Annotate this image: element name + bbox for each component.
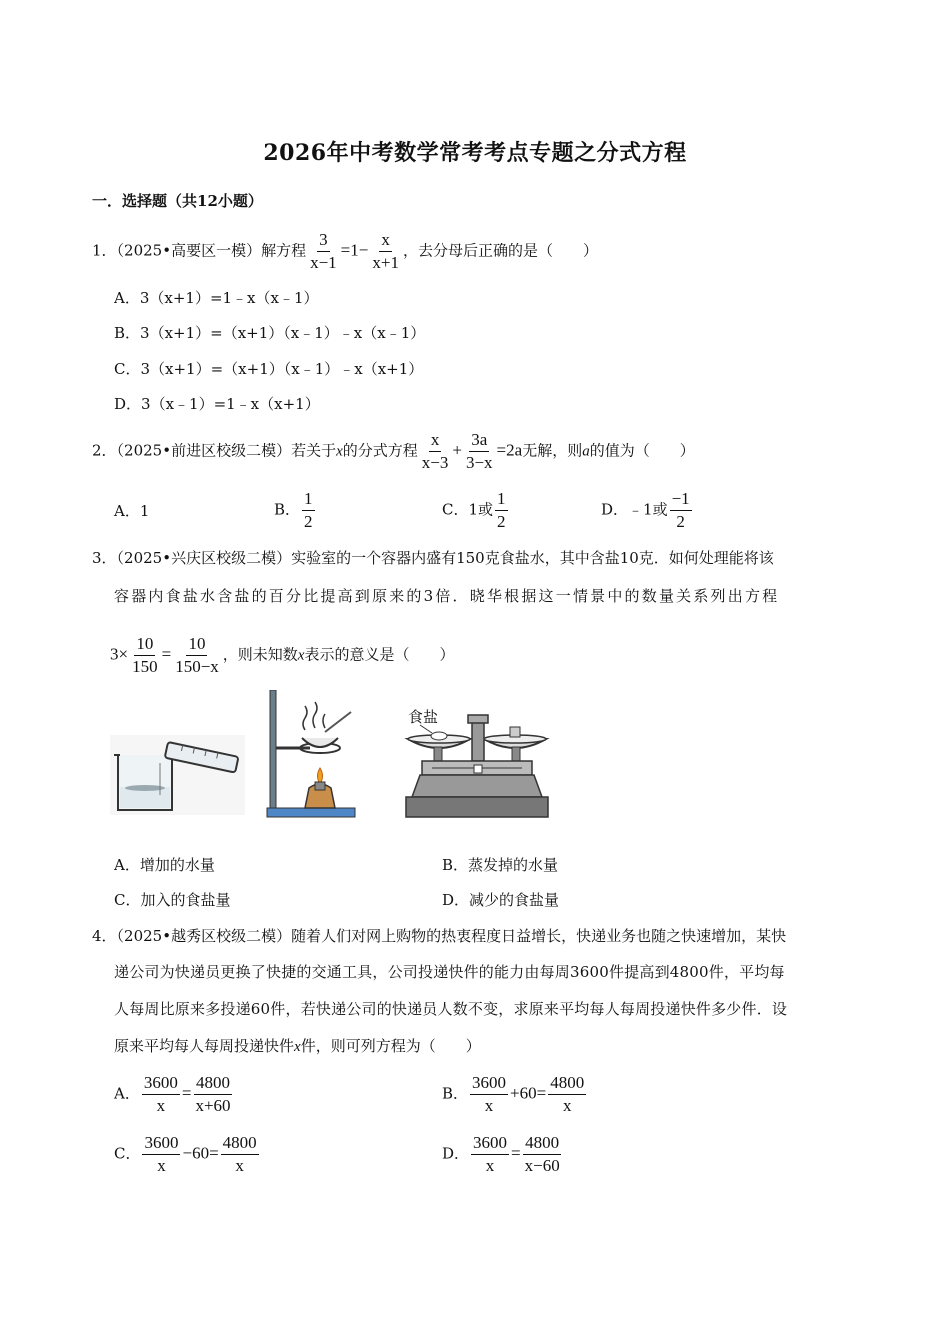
- option-c: C． $\frac{3600}{x}$ −60= $\frac{4800}{x}$: [114, 1133, 257, 1175]
- option-a: A． $\frac{3600}{x}$ = $\frac{4800}{x+60}$: [114, 1073, 231, 1115]
- fraction: $\frac{x}{x+1}$: [372, 230, 399, 272]
- option-c: C．3（x+1）=（x+1）（x﹣1）﹣x（x+1）: [114, 360, 424, 378]
- beaker-illustration: [110, 735, 245, 815]
- option-a: A．增加的水量: [114, 856, 215, 874]
- question-source: （2025•高要区一模）解方程: [116, 241, 307, 260]
- option-c: C．加入的食盐量: [114, 891, 231, 909]
- salt-label: 食盐: [408, 708, 439, 726]
- question-4-line-4: 原来平均每人每周投递快件x件，则可列方程为（ ）: [114, 1037, 481, 1055]
- question-source: （2025•前进区校级二模）若关于: [116, 441, 337, 460]
- balance-scale-illustration: [402, 693, 562, 823]
- option-d: D．3（x﹣1）=1﹣x（x+1）: [114, 395, 320, 413]
- option-c: C．1或 $\frac{1}{2}$: [442, 489, 506, 531]
- fraction: $\frac{10}{150}$: [132, 634, 158, 676]
- question-number: 1．: [92, 241, 117, 260]
- option-a: A．1: [114, 502, 150, 520]
- option-b: B．蒸发掉的水量: [442, 856, 559, 874]
- fraction: $\frac{3a}{3-x}$: [465, 430, 493, 472]
- option-b: B． $\frac{1}{2}$: [274, 489, 313, 531]
- evaporation-apparatus-illustration: [265, 690, 360, 820]
- fraction: $\frac{10}{150-x}$: [175, 634, 219, 676]
- question-4-line-1: 4．（2025•越秀区校级二模）随着人们对网上购物的热衷程度日益增长，快递业务也随之快速增加，某快: [92, 927, 787, 945]
- question-1: 1．（2025•高要区一模）解方程 $\frac{3}{x-1}$ =1− $\frac{x}{x+1}$ ，去分母后正确的是（ ）: [92, 230, 598, 272]
- section-heading: 一．选择题（共12小题）: [92, 192, 263, 210]
- option-a: A．3（x+1）=1﹣x（x﹣1）: [114, 289, 319, 307]
- page-title: 2026年中考数学常考考点专题之分式方程: [263, 140, 687, 166]
- fraction: $\frac{x}{x-3}$: [421, 430, 449, 472]
- question-3-equation: 3× $\frac{10}{150}$ = $\frac{10}{150-x}$ ，则未知数x表示的意义是（ ）: [110, 634, 455, 676]
- question-3-line-1: 3．（2025•兴庆区校级二模）实验室的一个容器内盛有150克食盐水，其中含盐10克．如何处理能将该: [92, 549, 774, 567]
- question-4-line-3: 人每周比原来多投递60件，若快递公司的快递员人数不变，求原来平均每人每周投递快件多少件．设: [114, 1000, 788, 1018]
- question-3-line-2: 容器内食盐水含盐的百分比提高到原来的3倍．晓华根据这一情景中的数量关系列出方程: [114, 587, 780, 605]
- question-number: 2．: [92, 441, 117, 460]
- option-d: D． $\frac{3600}{x}$ = $\frac{4800}{x-60}$: [442, 1133, 560, 1175]
- question-2: 2．（2025•前进区校级二模）若关于x的分式方程 $\frac{x}{x-3}$ + $\frac{3a}{3-x}$ =2a无解，则a的值为（ ）: [92, 430, 695, 472]
- option-b: B． $\frac{3600}{x}$ +60= $\frac{4800}{x}$: [442, 1073, 585, 1115]
- option-b: B．3（x+1）=（x+1）（x﹣1）﹣x（x﹣1）: [114, 324, 426, 342]
- option-d: D．﹣1或 $\frac{-1}{2}$: [601, 489, 690, 531]
- question-4-line-2: 递公司为快递员更换了快捷的交通工具，公司投递快件的能力由每周3600件提高到4800件，平均每: [114, 963, 785, 981]
- fraction: $\frac{3}{x-1}$: [310, 230, 337, 272]
- option-d: D．减少的食盐量: [442, 891, 560, 909]
